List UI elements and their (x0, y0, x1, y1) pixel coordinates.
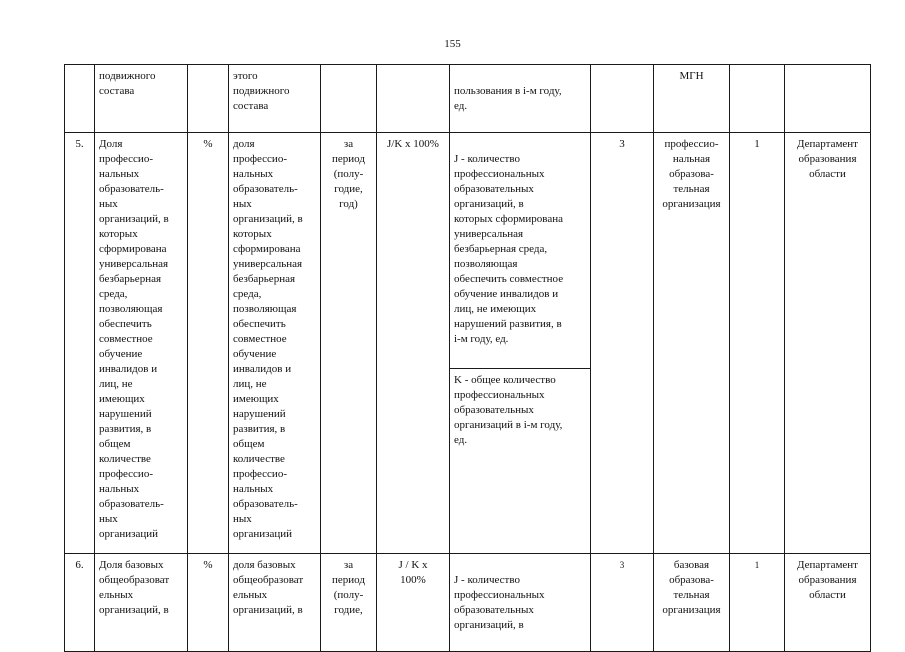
responsible (785, 65, 871, 133)
indicators-table (64, 64, 871, 652)
indicator-definition: этого подвижного состава (229, 65, 321, 133)
responsible: Департамент образования области (785, 554, 871, 652)
unit: % (188, 554, 229, 652)
formula (377, 65, 450, 133)
component-text: K - общее количество профессиональных образовательных организаций в i-м году, ед. (450, 368, 590, 448)
formula-components (450, 133, 591, 554)
period: за период (полу- годие, (321, 554, 377, 652)
subject: МГН (654, 65, 730, 133)
formula: J / K x 100% (377, 554, 450, 652)
method: 3 (591, 133, 654, 554)
method: 3 (591, 554, 654, 652)
formula-components (450, 65, 591, 133)
component-text: пользования в i-м году, ед. (454, 85, 562, 112)
indicator-name: Доля базовых общеобразоват ельных организаций, в (95, 554, 188, 652)
indicator-name: Доля профессио- нальных образователь- ных организаций, в которых сформирована универсальная безбарьерная среда, позволяющая обеспечить совместное обучение инвалидов и лиц, не имеющих нарушений развития, в общем количестве профессио- нальных образователь- ных организаций (95, 133, 188, 554)
table-row (65, 554, 871, 652)
indicator-definition: доля профессио- нальных образователь- ных организаций, в которых сформирована универсальная безбарьерная среда, позволяющая обеспечить совместное обучение инвалидов и лиц, не имеющих нарушений развития, в общем количестве профессио- нальных образователь- ных организаций (229, 133, 321, 554)
period: за период (полу- годие, год) (321, 133, 377, 554)
indicator-name: подвижного состава (95, 65, 188, 133)
responsible: Департамент образования области (785, 133, 871, 554)
subject: профессио- нальная образова- тельная организация (654, 133, 730, 554)
subject: базовая образова- тельная организация (654, 554, 730, 652)
table-row (65, 65, 871, 133)
formula-components (450, 554, 591, 652)
source: 1 (730, 133, 785, 554)
indicator-definition: доля базовых общеобразоват ельных организаций, в (229, 554, 321, 652)
page-number: 155 (444, 38, 461, 50)
source (730, 65, 785, 133)
row-number (65, 65, 95, 133)
row-number: 6. (65, 554, 95, 652)
method (591, 65, 654, 133)
unit: % (188, 133, 229, 554)
row-number: 5. (65, 133, 95, 554)
formula: J/K x 100% (377, 133, 450, 554)
source: 1 (730, 554, 785, 652)
table-row (65, 133, 871, 554)
period (321, 65, 377, 133)
component-text: J - количество профессиональных образовательных организаций, в которых сформирована универсальная безбарьерная среда, позволяющая обеспечить совместное обучение инвалидов и лиц, не имеющих нарушений развития, в i-м году, ед. (454, 153, 564, 345)
unit (188, 65, 229, 133)
component-text: J - количество профессиональных образовательных организаций, в (454, 574, 545, 631)
